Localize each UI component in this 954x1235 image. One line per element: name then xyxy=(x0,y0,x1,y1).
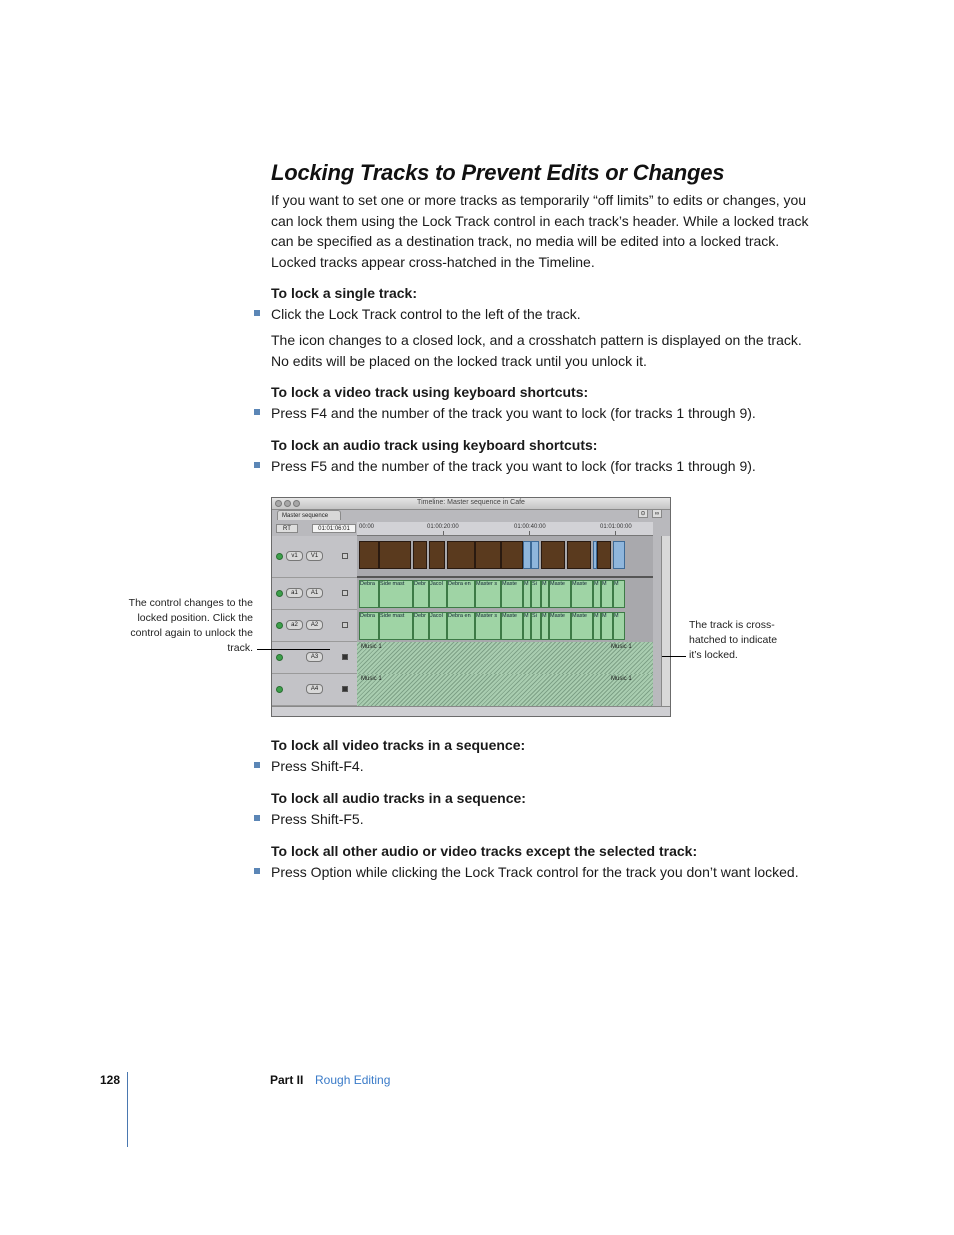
bullet-text: Press Option while clicking the Lock Track control for the track you don’t want locked. xyxy=(271,864,799,880)
ruler-tick xyxy=(443,531,444,535)
section-heading: To lock a video track using keyboard shortcuts: xyxy=(271,384,589,400)
audio-clip[interactable]: M xyxy=(601,580,613,608)
audio-clip[interactable]: Debra xyxy=(359,580,379,608)
audio-enable-icon[interactable] xyxy=(276,686,283,693)
locked-track-lane-a3[interactable] xyxy=(357,642,653,674)
horizontal-scrollbar[interactable] xyxy=(272,706,670,717)
track-header-v1 xyxy=(272,536,357,578)
video-clip[interactable] xyxy=(523,541,531,569)
track-visibility-icon[interactable] xyxy=(276,553,283,560)
video-clip[interactable] xyxy=(541,541,565,569)
timeline-titlebar xyxy=(272,498,670,510)
intro-paragraph: If you want to set one or more tracks as temporarily “off limits” to edits or changes, you can lock them using the Lock Track control in each track’s header. While a locked track can be specified as a destination track, no media will be edited into a locked track. Locked tracks appear cross-hatched in the Timeline. xyxy=(271,192,809,270)
lock-track-icon[interactable] xyxy=(342,654,348,660)
callout-left: The control changes to the locked position. Click the control again to unlock the track. xyxy=(128,597,253,654)
audio-track-lane-a1[interactable] xyxy=(357,578,653,610)
audio-clip[interactable]: Jacol xyxy=(429,612,447,640)
video-clip[interactable] xyxy=(531,541,539,569)
ruler-label: 01:00:40:00 xyxy=(514,524,546,530)
section-heading: To lock all audio tracks in a sequence: xyxy=(271,790,526,806)
audio-clip[interactable]: M xyxy=(613,580,625,608)
audio-clip[interactable]: Debra en xyxy=(447,612,475,640)
audio-clip[interactable]: Maste xyxy=(571,612,593,640)
audio-clip[interactable]: M xyxy=(523,612,531,640)
destination-control[interactable]: A3 xyxy=(306,652,323,662)
window-title: Timeline: Master sequence in Cafe xyxy=(417,499,525,506)
bullet-text: Click the Lock Track control to the left of the track. xyxy=(271,306,581,322)
video-clip[interactable] xyxy=(567,541,591,569)
callout-leader-left xyxy=(257,649,330,650)
audio-clip[interactable]: M xyxy=(613,612,625,640)
linking-icon[interactable]: ∞ xyxy=(652,509,662,518)
audio-clip[interactable]: Master s xyxy=(475,580,501,608)
footer-divider xyxy=(127,1072,128,1147)
section-note: The icon changes to a closed lock, and a crosshatch pattern is displayed on the track. No edits will be placed on the locked track until you unlock it. xyxy=(271,332,802,369)
page-number: 128 xyxy=(100,1073,121,1087)
section-heading: To lock a single track: xyxy=(271,285,418,301)
video-clip[interactable] xyxy=(501,541,523,569)
audio-clip[interactable]: Maste xyxy=(549,580,571,608)
video-clip[interactable] xyxy=(597,541,611,569)
track-lanes[interactable] xyxy=(357,536,653,706)
callout-right: The track is cross-hatched to indicate it’s locked. xyxy=(689,619,778,661)
audio-clip[interactable]: M xyxy=(593,580,601,608)
rt-button[interactable]: RT xyxy=(276,524,298,533)
video-clip[interactable] xyxy=(413,541,427,569)
audio-clip[interactable]: Debra xyxy=(359,612,379,640)
lock-track-icon[interactable] xyxy=(342,553,348,559)
video-clip[interactable] xyxy=(359,541,379,569)
audio-clip[interactable]: Maste xyxy=(571,580,593,608)
page-title: Locking Tracks to Prevent Edits or Changes xyxy=(271,160,725,185)
bullet-marker xyxy=(254,815,260,821)
track-header-a1 xyxy=(272,578,357,610)
audio-clip[interactable]: Debr xyxy=(413,580,429,608)
audio-clip[interactable]: M xyxy=(601,612,613,640)
bullet-marker xyxy=(254,462,260,468)
audio-enable-icon[interactable] xyxy=(276,654,283,661)
track-header-a2 xyxy=(272,610,357,642)
locked-track-lane-a4[interactable] xyxy=(357,674,653,706)
callout-leader-right xyxy=(662,656,686,657)
ruler-label: 00:00 xyxy=(359,524,375,530)
audio-clip-label: Music 1 xyxy=(611,644,632,650)
audio-enable-icon[interactable] xyxy=(276,590,283,597)
destination-control[interactable]: A4 xyxy=(306,684,323,694)
tab-master-sequence[interactable]: Master sequence xyxy=(277,510,341,520)
audio-clip[interactable]: M xyxy=(541,580,549,608)
audio-clip[interactable]: Master s xyxy=(475,612,501,640)
track-headers xyxy=(272,536,357,706)
video-clip[interactable] xyxy=(447,541,475,569)
audio-clip[interactable]: Maste xyxy=(501,612,523,640)
bullet-marker xyxy=(254,310,260,316)
bullet-text: Press F5 and the number of the track you want to lock (for tracks 1 through 9). xyxy=(271,458,756,474)
audio-clip[interactable]: M xyxy=(541,612,549,640)
source-control[interactable]: a2 xyxy=(286,620,303,630)
bullet-marker xyxy=(254,409,260,415)
footer-section-link[interactable]: Rough Editing xyxy=(315,1073,391,1087)
bullet-marker xyxy=(254,868,260,874)
destination-control[interactable]: A1 xyxy=(306,588,323,598)
audio-clip[interactable]: Si xyxy=(531,612,541,640)
audio-clip[interactable]: Debr xyxy=(413,612,429,640)
audio-clip[interactable]: Maste xyxy=(501,580,523,608)
audio-enable-icon[interactable] xyxy=(276,622,283,629)
ruler-tick xyxy=(615,531,616,535)
bullet-marker xyxy=(254,762,260,768)
lock-track-icon[interactable] xyxy=(342,590,348,596)
source-control[interactable]: a1 xyxy=(286,588,303,598)
track-header-a3 xyxy=(272,642,357,674)
timecode-field[interactable]: 01:01:06:01 xyxy=(312,524,356,533)
audio-clip[interactable]: Si xyxy=(531,580,541,608)
audio-clip[interactable]: M xyxy=(523,580,531,608)
audio-clip[interactable]: Maste xyxy=(549,612,571,640)
bullet-text: Press Shift-F4. xyxy=(271,758,364,774)
destination-control[interactable]: V1 xyxy=(306,551,323,561)
ruler-label: 01:00:20:00 xyxy=(427,524,459,530)
audio-clip[interactable]: Side mast xyxy=(379,612,413,640)
audio-clip-label: Music 1 xyxy=(611,676,632,682)
audio-clip[interactable]: M xyxy=(593,612,601,640)
video-clip[interactable] xyxy=(429,541,445,569)
lock-track-icon[interactable] xyxy=(342,622,348,628)
audio-clip[interactable]: Jacol xyxy=(429,580,447,608)
timeline-ruler[interactable] xyxy=(357,522,653,536)
vertical-scrollbar[interactable] xyxy=(661,536,671,706)
bullet-text: Press Shift-F5. xyxy=(271,811,364,827)
audio-clip-label: Music 1 xyxy=(361,644,382,650)
section-heading: To lock all other audio or video tracks except the selected track: xyxy=(271,843,698,859)
lock-track-icon[interactable] xyxy=(342,686,348,692)
source-control[interactable]: v1 xyxy=(286,551,303,561)
destination-control[interactable]: A2 xyxy=(306,620,323,630)
ruler-label: 01:01:00:00 xyxy=(600,524,632,530)
audio-clip-label: Music 1 xyxy=(361,676,382,682)
video-track-lane[interactable] xyxy=(357,536,653,578)
section-heading: To lock all video tracks in a sequence: xyxy=(271,737,526,753)
footer-part: Part II xyxy=(270,1073,304,1087)
track-header-a4 xyxy=(272,674,357,706)
audio-clip[interactable]: Debra en xyxy=(447,580,475,608)
timeline-window xyxy=(271,497,671,717)
video-clip[interactable] xyxy=(379,541,411,569)
video-clip[interactable] xyxy=(613,541,625,569)
bullet-text: Press F4 and the number of the track you want to lock (for tracks 1 through 9). xyxy=(271,405,756,421)
snapping-icon[interactable]: ⊙ xyxy=(638,509,648,518)
audio-track-lane-a2[interactable] xyxy=(357,610,653,642)
video-clip[interactable] xyxy=(475,541,501,569)
audio-clip[interactable]: Side mast xyxy=(379,580,413,608)
ruler-tick xyxy=(529,531,530,535)
section-heading: To lock an audio track using keyboard shortcuts: xyxy=(271,437,598,453)
